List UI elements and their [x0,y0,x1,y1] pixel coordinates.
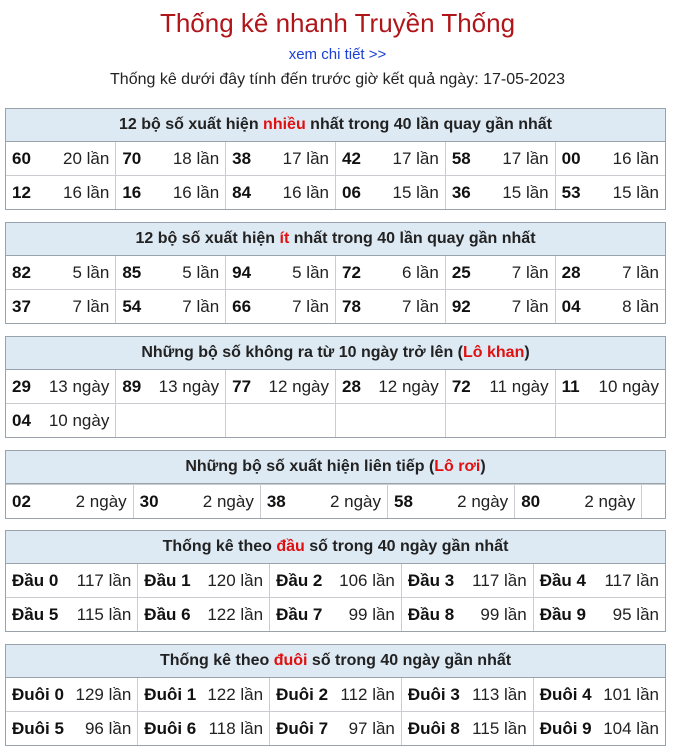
stat-key: 85 [122,262,142,282]
stat-count: 8 lần [622,296,659,316]
stat-key: 29 [12,376,31,396]
stats-table [6,564,665,631]
table-row [6,142,665,176]
stat-cell [226,404,336,438]
section-title-text: số trong 40 ngày gần nhất [304,538,509,555]
stat-key: Đầu 7 [276,604,323,624]
section-title [6,223,665,256]
stat-cell [226,176,336,210]
stat-key: Đầu 6 [144,604,191,624]
stat-key: 80 [521,491,541,511]
stat-cell [555,256,665,290]
section-title-text: Thống kê theo [159,652,274,669]
stat-count: 7 lần [292,296,329,316]
stat-count: 16 lần [63,182,110,202]
stat-key: Đầu 5 [12,604,59,624]
stat-cell [555,404,665,438]
stat-cell [533,598,665,632]
stat-count: 15 lần [502,182,549,202]
stat-count: 15 lần [392,182,439,202]
stat-key: 60 [12,148,31,168]
stat-count: 96 lần [84,718,132,738]
stat-count: 95 lần [612,604,659,624]
stat-count: 13 ngày [158,376,220,396]
stat-key: 04 [12,410,31,430]
lo-roi-section [5,450,666,519]
stat-count: 115 lần [472,718,527,738]
stat-key: Đầu 8 [407,604,455,624]
stat-cell [555,370,665,404]
table-row [6,485,665,519]
table-row [6,598,665,632]
stat-count: 12 ngày [378,376,439,396]
stat-cell [335,142,445,176]
stat-key: Đuôi 1 [144,684,197,704]
section-title [6,645,665,678]
section-title-highlight: nhiều [263,116,306,133]
stat-count: 15 lần [612,182,659,202]
stat-key: 16 [122,182,142,202]
stat-cell [445,142,555,176]
stat-key: Đuôi 9 [539,718,592,738]
stat-cell [445,290,555,324]
page-title: Thống kê nhanh Truyền Thống [159,8,516,38]
stat-cell [116,370,226,404]
table-row [6,256,665,290]
stat-key: 66 [232,296,252,316]
stat-key: 94 [232,262,252,282]
stat-cell [555,142,665,176]
stat-cell [6,678,138,712]
stat-key: Đuôi 8 [407,718,460,738]
stat-cell [6,598,138,632]
stat-key: 37 [12,296,31,316]
stat-key: 12 [12,182,31,202]
stat-cell [401,678,533,712]
section-title [6,337,665,370]
stat-count: 117 lần [604,570,659,590]
table-row [6,712,665,746]
stat-key: 28 [341,376,361,396]
head-stats-section [5,530,666,632]
stat-key: 42 [341,148,361,168]
stat-key: Đầu 3 [407,570,455,590]
stat-cell [270,678,402,712]
stat-cell [226,256,336,290]
stat-cell [335,370,445,404]
stat-count: 11 ngày [489,376,549,396]
stat-count: 7 lần [182,296,220,316]
stat-cell [335,290,445,324]
stat-cell [335,404,445,438]
section-title-highlight: đuôi [273,652,308,669]
stat-count: 5 lần [182,262,220,282]
stat-count: 5 lần [292,262,329,282]
stat-cell [335,176,445,210]
stat-cell [445,256,555,290]
stat-cell [533,678,665,712]
stat-key: Đuôi 2 [276,684,329,704]
section-title [6,109,665,142]
stat-key: 36 [451,182,471,202]
stats-table [6,256,665,323]
stat-key: 38 [266,491,286,511]
stat-cell [138,598,270,632]
stat-cell [260,485,387,519]
stat-count: 10 ngày [48,410,110,430]
section-title-highlight: đầu [276,538,305,555]
stat-cell [270,598,402,632]
stat-key: 25 [451,262,471,282]
stat-key: 82 [12,262,31,282]
section-title-text: Thống kê theo [162,538,277,555]
stat-key: Đầu 4 [539,570,586,590]
stat-cell [226,142,336,176]
stat-count: 12 ngày [268,376,329,396]
stat-cell [533,564,665,598]
stat-cell [116,290,226,324]
stat-count: 7 lần [622,262,659,282]
section-title-text: số trong 40 ngày gần nhất [307,652,512,669]
stat-key: 53 [561,182,581,202]
stats-table [6,142,665,209]
stat-cell [515,485,642,519]
stat-cell [270,564,402,598]
stat-cell [116,404,226,438]
stat-key: 92 [451,296,471,316]
stat-cell [270,712,402,746]
stat-key: 72 [341,262,361,282]
section-title-text: 12 bộ số xuất hiện [119,116,264,133]
stat-cell [6,176,116,210]
stat-count: 5 lần [72,262,110,282]
stat-key: Đuôi 3 [407,684,460,704]
stat-cell [226,370,336,404]
stat-count: 104 lần [603,718,659,738]
stat-count: 101 lần [603,684,659,704]
least-frequent-section [5,222,666,324]
stat-key: 58 [451,148,471,168]
stat-cell [445,370,555,404]
stat-key: 02 [12,491,31,511]
stat-count: 16 lần [282,182,329,202]
stat-count: 10 ngày [598,376,659,396]
table-row [6,678,665,712]
stat-key: 38 [232,148,252,168]
stat-key: Đuôi 4 [539,684,592,704]
stat-cell [642,485,665,519]
stat-count: 20 lần [63,148,110,168]
stat-count: 2 ngày [329,491,382,511]
section-title-highlight: Lô rơi [434,458,481,475]
section-title-text: nhất trong 40 lần quay gần nhất [289,230,536,247]
table-row [6,564,665,598]
stat-count: 2 ngày [75,491,127,511]
section-title-highlight: ít [279,230,290,247]
stat-key: 54 [122,296,142,316]
stat-cell [533,712,665,746]
stat-key: Đuôi 5 [12,718,64,738]
stat-key: 00 [561,148,581,168]
stat-cell [6,256,116,290]
stat-key: Đầu 1 [144,570,191,590]
stat-count: 13 ngày [48,376,110,396]
stat-key: 28 [561,262,581,282]
stat-count: 2 ngày [457,491,509,511]
stat-cell [133,485,260,519]
stat-count: 17 lần [502,148,549,168]
stat-cell [116,256,226,290]
stat-count: 6 lần [401,262,439,282]
stat-cell [116,176,226,210]
section-title-text: ) [480,458,486,475]
stat-cell [335,256,445,290]
stat-key: 11 [561,376,580,396]
stat-cell [138,564,270,598]
stat-cell [445,176,555,210]
stat-key: 70 [122,148,142,168]
stat-key: 06 [341,182,361,202]
stat-cell [388,485,515,519]
stat-count: 122 lần [207,604,264,624]
page-subtitle: Thống kê dưới đây tính đến trước giờ kết quả ngày: 17-05-2023 [110,71,565,88]
stat-count: 99 lần [480,604,527,624]
stats-table [6,678,665,745]
stat-cell [6,712,138,746]
stat-count: 17 lần [282,148,329,168]
stat-count: 120 lần [207,570,264,590]
stat-count: 18 lần [172,148,220,168]
stat-count: 112 lần [340,684,395,704]
stat-count: 7 lần [401,296,439,316]
table-row [6,176,665,210]
section-title-highlight: Lô khan [463,344,525,361]
stat-count: 118 lần [208,718,264,738]
stat-cell [445,404,555,438]
stat-cell [6,370,116,404]
stat-key: Đầu 2 [276,570,323,590]
stat-key: Đuôi 7 [276,718,329,738]
view-details-link[interactable]: xem chi tiết >> [288,46,387,63]
stat-count: 122 lần [207,684,264,704]
stat-cell [226,290,336,324]
stat-count: 129 lần [75,684,132,704]
section-title [6,451,665,484]
stat-count: 113 lần [472,684,527,704]
stat-key: 89 [122,376,142,396]
stat-count: 17 lần [392,148,439,168]
stat-key: 04 [561,296,581,316]
section-title [6,531,665,564]
stat-count: 16 lần [612,148,659,168]
stat-count: 2 ngày [202,491,254,511]
stat-cell [138,712,270,746]
lo-khan-section [5,336,666,438]
stat-cell [116,142,226,176]
stat-count: 99 lần [348,604,395,624]
stat-key: 77 [232,376,252,396]
section-title-text: Những bộ số không ra từ 10 ngày trở lên ( [141,344,463,361]
stat-count: 16 lần [172,182,220,202]
stat-cell [401,598,533,632]
stat-key: Đầu 9 [539,604,586,624]
stat-key: 78 [341,296,361,316]
stat-cell [6,290,116,324]
stat-key: 72 [451,376,471,396]
section-title-text: Những bộ số xuất hiện liên tiếp ( [185,458,435,475]
stat-cell [6,564,138,598]
stat-cell [138,678,270,712]
stat-count: 115 lần [76,604,132,624]
section-title-text: 12 bộ số xuất hiện [135,230,280,247]
stat-key: Đuôi 6 [144,718,197,738]
tail-stats-section [5,644,666,746]
section-title-text: ) [524,344,530,361]
stat-cell [6,404,116,438]
stat-count: 7 lần [511,296,549,316]
most-frequent-section [5,108,666,210]
stat-key: Đuôi 0 [12,684,64,704]
stat-cell [401,564,533,598]
stats-table [6,484,665,518]
stat-cell [555,290,665,324]
stats-table [6,370,665,437]
table-row [6,290,665,324]
stat-key: Đầu 0 [12,570,59,590]
stat-count: 117 lần [472,570,527,590]
table-row [6,370,665,404]
stat-count: 2 ngày [584,491,636,511]
stat-key: 30 [139,491,159,511]
stat-key: 58 [394,491,413,511]
stat-count: 7 lần [511,262,549,282]
stat-count: 106 lần [339,570,395,590]
stat-cell [6,142,116,176]
stat-cell [401,712,533,746]
stat-count: 97 lần [348,718,395,738]
stat-key: 84 [232,182,252,202]
stat-count: 117 lần [76,570,132,590]
table-row [6,404,665,438]
section-title-text: nhất trong 40 lần quay gần nhất [305,116,552,133]
stat-count: 7 lần [72,296,110,316]
stat-cell [6,485,133,519]
stat-cell [555,176,665,210]
